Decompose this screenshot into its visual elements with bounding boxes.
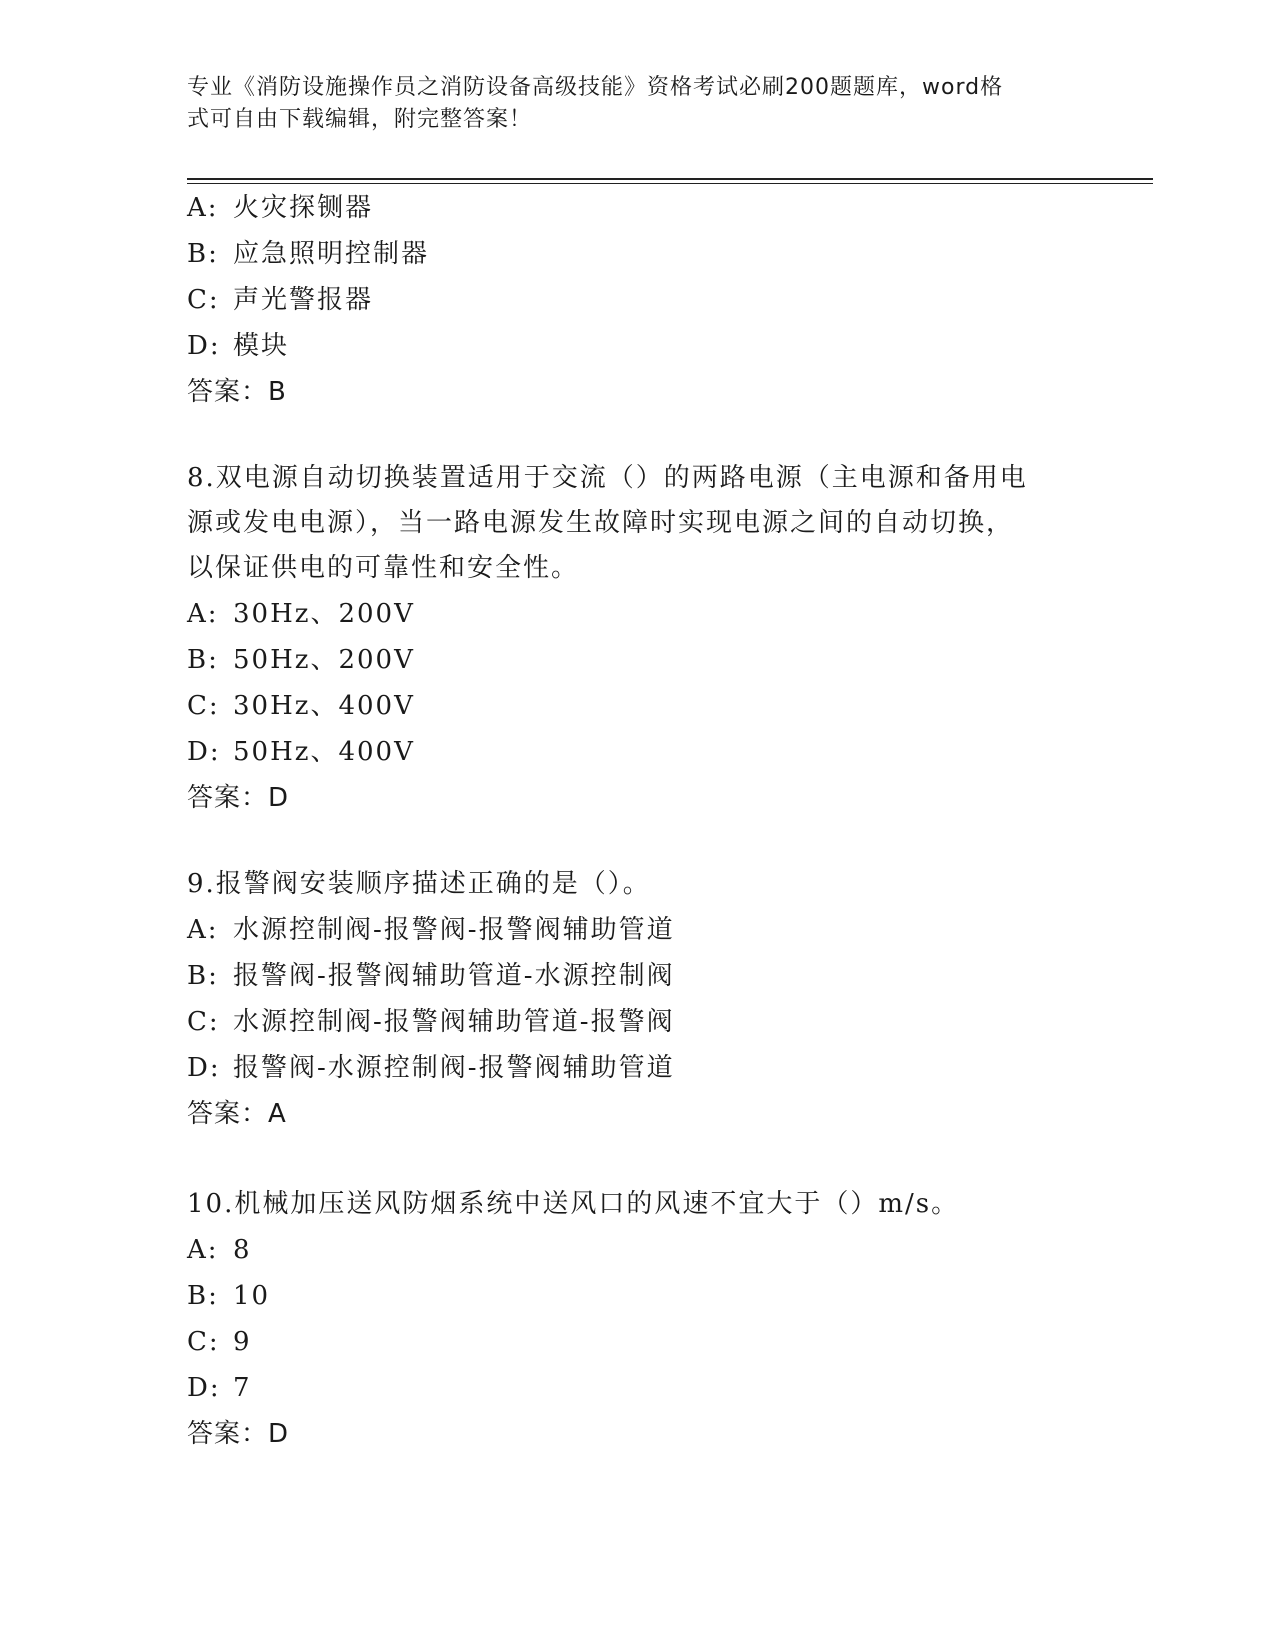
option-b (187, 637, 1087, 683)
option-key: A: (187, 599, 219, 629)
question-stem-line: 9.报警阀安装顺序描述正确的是（）。 (187, 869, 651, 899)
option-key: A: (187, 1235, 219, 1265)
question-7 (187, 185, 1087, 415)
option-text: 50Hz、400V (233, 737, 415, 767)
option-d (187, 1045, 1087, 1091)
option-key: A: (187, 193, 219, 223)
header-line-1: 专业《消防设施操作员之消防设备高级技能》资格考试必刷200题题库，word格 (187, 75, 1004, 100)
option-text: 水源控制阀-报警阀-报警阀辅助管道 (233, 915, 675, 945)
question-9 (187, 862, 1087, 1137)
option-text: 报警阀-报警阀辅助管道-水源控制阀 (233, 961, 675, 991)
option-d (187, 729, 1087, 775)
option-text: 10 (233, 1281, 271, 1311)
answer-line: 答案：D (187, 1419, 290, 1449)
option-c (187, 683, 1087, 729)
question-10 (187, 1182, 1087, 1457)
option-b (187, 231, 1087, 277)
question-stem-line: 8.双电源自动切换装置适用于交流（）的两路电源（主电源和备用电 (187, 463, 1028, 493)
option-text: 8 (233, 1235, 252, 1265)
answer-line: 答案：D (187, 783, 290, 813)
option-text: 50Hz、200V (233, 645, 415, 675)
option-key: C: (187, 691, 220, 721)
option-key: C: (187, 1007, 220, 1037)
option-a (187, 591, 1087, 637)
option-text: 9 (233, 1327, 252, 1357)
question-8 (187, 456, 1087, 821)
question-stem-line: 以保证供电的可靠性和安全性。 (187, 553, 580, 583)
option-d (187, 323, 1087, 369)
option-key: B: (187, 1281, 219, 1311)
option-key: D: (187, 1053, 221, 1083)
question-stem-line: 10.机械加压送风防烟系统中送风口的风速不宜大于（）m/s。 (187, 1189, 960, 1219)
option-text: 30Hz、200V (233, 599, 415, 629)
option-key: D: (187, 737, 221, 767)
header-line-2: 式可自由下载编辑，附完整答案！ (187, 107, 533, 132)
option-key: B: (187, 961, 219, 991)
answer-line: 答案：A (187, 1099, 287, 1129)
option-key: D: (187, 331, 221, 361)
option-text: 火灾探铡器 (233, 193, 374, 223)
header-divider-thick (187, 178, 1153, 180)
answer-line: 答案：B (187, 377, 287, 407)
option-key: B: (187, 239, 219, 269)
option-d (187, 1365, 1087, 1411)
option-text: 声光警报器 (233, 285, 374, 315)
option-b (187, 953, 1087, 999)
option-text: 7 (233, 1373, 252, 1403)
option-c (187, 999, 1087, 1045)
option-key: D: (187, 1373, 221, 1403)
option-key: C: (187, 285, 220, 315)
header-divider-thin (187, 183, 1153, 184)
option-key: A: (187, 915, 219, 945)
option-c (187, 277, 1087, 323)
option-key: B: (187, 645, 219, 675)
option-a (187, 1227, 1087, 1273)
option-a (187, 907, 1087, 953)
option-b (187, 1273, 1087, 1319)
option-a (187, 185, 1087, 231)
option-text: 30Hz、400V (233, 691, 415, 721)
option-key: C: (187, 1327, 220, 1357)
option-text: 应急照明控制器 (233, 239, 430, 269)
question-stem-line: 源或发电电源），当一路电源发生故障时实现电源之间的自动切换， (187, 508, 1015, 538)
option-c (187, 1319, 1087, 1365)
option-text: 水源控制阀-报警阀辅助管道-报警阀 (233, 1007, 675, 1037)
option-text: 模块 (233, 331, 290, 361)
option-text: 报警阀-水源控制阀-报警阀辅助管道 (233, 1053, 675, 1083)
document-header (187, 72, 1067, 136)
